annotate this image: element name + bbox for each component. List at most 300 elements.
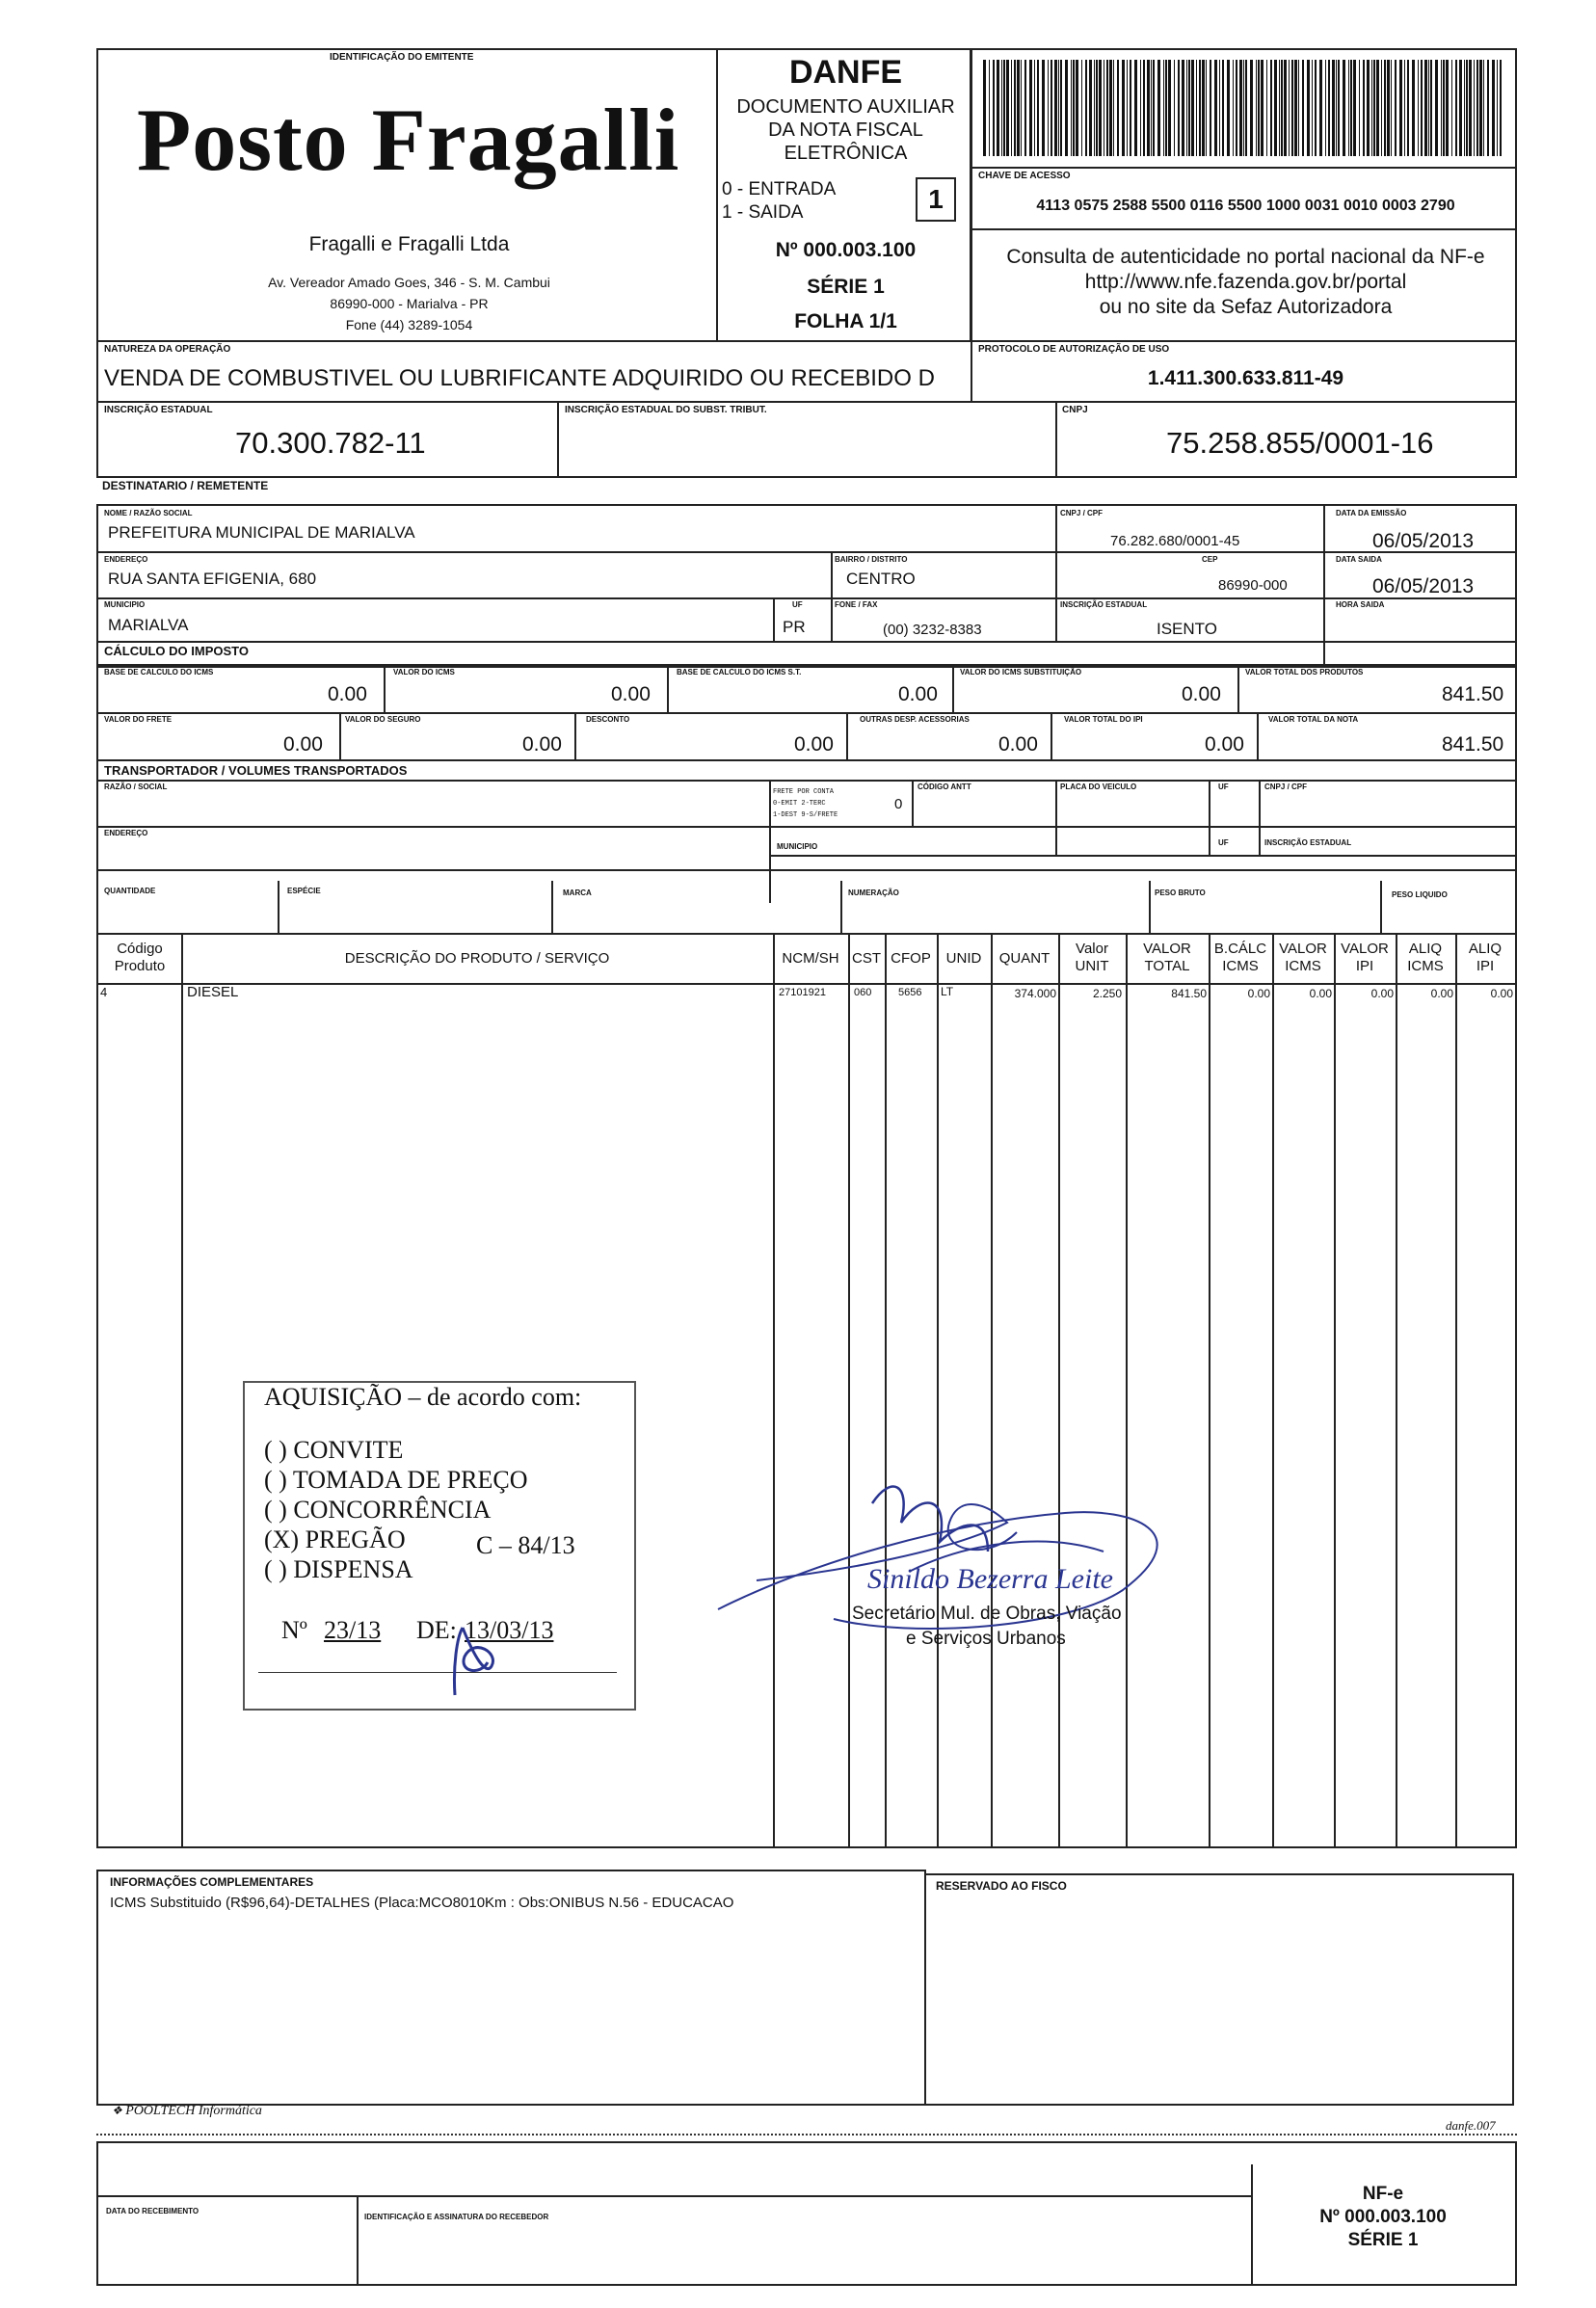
barcode-bar bbox=[1021, 60, 1022, 156]
transp-numeracao-label: NUMERAÇÃO bbox=[848, 889, 899, 897]
danfe-title: DANFE bbox=[788, 54, 903, 91]
barcode-bar bbox=[1384, 60, 1386, 156]
col-aicms-header-2: ICMS bbox=[1407, 958, 1444, 974]
ie-label: INSCRIÇÃO ESTADUAL bbox=[104, 405, 213, 415]
barcode-bar bbox=[1071, 60, 1072, 156]
barcode-bar bbox=[1233, 60, 1234, 156]
software-credit bbox=[112, 2104, 262, 2119]
col-codigo-header bbox=[98, 941, 181, 975]
item-vipi: 0.00 bbox=[1370, 987, 1394, 1000]
barcode-bar bbox=[983, 60, 986, 156]
barcode-bar bbox=[1399, 60, 1402, 156]
barcode-bar bbox=[1034, 60, 1035, 156]
frete: 0.00 bbox=[283, 733, 323, 756]
danfe-entrada: 0 - ENTRADA bbox=[722, 179, 837, 199]
barcode-bar bbox=[1367, 60, 1370, 156]
barcode-bar bbox=[1298, 60, 1299, 156]
barcode-bar bbox=[1418, 60, 1419, 156]
col-unid-header: UNID bbox=[945, 950, 982, 967]
barcode-bar bbox=[1174, 60, 1175, 156]
barcode-bar bbox=[1353, 60, 1356, 156]
protocolo-value: 1.411.300.633.811-49 bbox=[1147, 367, 1344, 389]
frete-label: VALOR DO FRETE bbox=[104, 715, 173, 724]
barcode-bar bbox=[1191, 60, 1194, 156]
barcode-bar bbox=[1343, 60, 1345, 156]
barcode-bar bbox=[1312, 60, 1313, 156]
barcode-bar bbox=[1479, 60, 1482, 156]
complementares-label: INFORMAÇÕES COMPLEMENTARES bbox=[110, 1875, 314, 1889]
barcode-bar bbox=[1348, 60, 1349, 156]
col-vicms-header-1: VALOR bbox=[1279, 941, 1327, 957]
stamp-numero-label: Nº bbox=[281, 1616, 307, 1644]
col-descricao-header: DESCRIÇÃO DO PRODUTO / SERVIÇO bbox=[344, 950, 610, 967]
dest-municipio: MARIALVA bbox=[108, 616, 189, 634]
barcode-bar bbox=[1245, 60, 1247, 156]
col-vicms-header bbox=[1272, 941, 1334, 975]
item-cfop: 5656 bbox=[898, 987, 922, 998]
transp-uf2-label: UF bbox=[1218, 838, 1229, 847]
barcode-bar bbox=[1421, 60, 1423, 156]
base-st-label: BASE DE CALCULO DO ICMS S.T. bbox=[677, 668, 802, 676]
barcode-bar bbox=[1089, 60, 1092, 156]
complementares-value: ICMS Substituido (R$96,64)-DETALHES (Placa:MCO8010Km : Obs:ONIBUS N.56 - EDUCACAO bbox=[110, 1895, 734, 1911]
dest-cnpj-label: CNPJ / CPF bbox=[1060, 509, 1104, 517]
col-bcalc-header-1: B.CÁLC bbox=[1213, 941, 1267, 957]
barcode-bar bbox=[1459, 60, 1462, 156]
chave-consulta-1: Consulta de autenticidade no portal nacional da NF-e bbox=[1006, 246, 1485, 268]
transp-placa-label: PLACA DO VEICULO bbox=[1060, 783, 1137, 791]
barcode-bar bbox=[1042, 60, 1045, 156]
barcode-bar bbox=[1227, 60, 1230, 156]
item-ncm: 27101921 bbox=[779, 987, 826, 998]
transp-quantidade-label: QUANTIDADE bbox=[104, 887, 156, 895]
danfe-saida: 1 - SAIDA bbox=[722, 202, 804, 223]
barcode-bar bbox=[1109, 60, 1112, 156]
barcode-bar bbox=[1085, 60, 1087, 156]
barcode-bar bbox=[1151, 60, 1152, 156]
valor-st-label: VALOR DO ICMS SUBSTITUIÇÃO bbox=[960, 668, 1082, 676]
stamp-numero: 23/13 bbox=[324, 1616, 382, 1644]
total-nota-label: VALOR TOTAL DA NOTA bbox=[1268, 715, 1359, 724]
barcode-bar bbox=[989, 60, 990, 156]
barcode-bar bbox=[1435, 60, 1438, 156]
barcode-bar bbox=[1500, 60, 1502, 156]
emitente-razao-social: Fragalli e Fragalli Ltda bbox=[308, 233, 510, 255]
barcode-bar bbox=[1455, 60, 1457, 156]
barcode-bar bbox=[1037, 60, 1039, 156]
barcode-bar bbox=[1029, 60, 1032, 156]
dest-endereco: RUA SANTA EFIGENIA, 680 bbox=[108, 570, 317, 588]
barcode-bar bbox=[1001, 60, 1002, 156]
col-vipi-header-1: VALOR bbox=[1341, 941, 1389, 957]
danfe-serie: SÉRIE 1 bbox=[807, 276, 885, 298]
danfe-subtitle-1: DOCUMENTO AUXILIAR bbox=[736, 96, 955, 118]
transp-cnpj-label: CNPJ / CPF bbox=[1264, 783, 1308, 791]
signature-name: Sinildo Bezerra Leite bbox=[867, 1563, 1113, 1595]
barcode-bar bbox=[1376, 60, 1379, 156]
barcode-bar bbox=[1178, 60, 1180, 156]
dest-ie: ISENTO bbox=[1157, 620, 1217, 638]
natureza-value: VENDA DE COMBUSTIVEL OU LUBRIFICANTE ADQUIRIDO OU RECEBIDO D bbox=[104, 365, 935, 391]
dest-municipio-label: MUNICIPIO bbox=[104, 600, 146, 609]
danfe-subtitle-3: ELETRÔNICA bbox=[784, 143, 908, 164]
barcode-bar bbox=[1076, 60, 1078, 156]
canhoto-serie: SÉRIE 1 bbox=[1347, 2230, 1419, 2250]
barcode-bar bbox=[1168, 60, 1171, 156]
barcode-bar bbox=[1196, 60, 1197, 156]
stamp-opt-convite: ( ) CONVITE bbox=[264, 1436, 404, 1464]
barcode-bar bbox=[1182, 60, 1184, 156]
transp-antt-label: CÓDIGO ANTT bbox=[918, 783, 971, 791]
barcode-bar bbox=[1302, 60, 1304, 156]
stamp-data: 13/03/13 bbox=[465, 1616, 554, 1644]
stamp-title: AQUISIÇÃO – de acordo com: bbox=[264, 1383, 582, 1411]
valor-icms-label: VALOR DO ICMS bbox=[393, 668, 455, 676]
transp-peso-bruto-label: PESO BRUTO bbox=[1155, 889, 1206, 897]
emitente-endereco: Av. Vereador Amado Goes, 346 - S. M. Cambui bbox=[268, 275, 550, 290]
barcode-bar bbox=[1157, 60, 1160, 156]
protocolo-box bbox=[971, 340, 1517, 403]
barcode-bar bbox=[993, 60, 995, 156]
signature-role-2: e Serviços Urbanos bbox=[906, 1629, 1066, 1649]
item-vicms: 0.00 bbox=[1309, 987, 1332, 1000]
barcode-bar bbox=[1412, 60, 1415, 156]
barcode-bar bbox=[1487, 60, 1489, 156]
ipi: 0.00 bbox=[1205, 733, 1244, 756]
transp-peso-liquido-label: PESO LIQUIDO bbox=[1392, 890, 1448, 899]
chave-consulta-2: http://www.nfe.fazenda.gov.br/portal bbox=[1084, 271, 1407, 293]
barcode-bar bbox=[1381, 60, 1382, 156]
base-icms-label: BASE DE CALCULO DO ICMS bbox=[104, 668, 214, 676]
transportador-box bbox=[96, 759, 1517, 935]
barcode-bar bbox=[1430, 60, 1432, 156]
total-produtos: 841.50 bbox=[1442, 683, 1504, 705]
canhoto-nfe: NF-e bbox=[1362, 2184, 1404, 2204]
barcode bbox=[983, 60, 1508, 156]
barcode-bar bbox=[1081, 60, 1082, 156]
col-codigo-header-1: Código bbox=[117, 941, 163, 957]
barcode-bar bbox=[1065, 60, 1068, 156]
barcode-bar bbox=[1261, 60, 1264, 156]
barcode-bar bbox=[1404, 60, 1405, 156]
outras-label: OUTRAS DESP. ACESSORIAS bbox=[860, 715, 970, 724]
software-name: POOLTECH Informática bbox=[125, 2104, 262, 2118]
barcode-box bbox=[971, 48, 1517, 169]
barcode-bar bbox=[1328, 60, 1330, 156]
dest-ie-label: INSCRIÇÃO ESTADUAL bbox=[1060, 600, 1148, 609]
barcode-bar bbox=[1130, 60, 1131, 156]
barcode-bar bbox=[1202, 60, 1205, 156]
transp-frete-conta-value: 0 bbox=[894, 796, 903, 812]
ipi-label: VALOR TOTAL DO IPI bbox=[1064, 715, 1143, 724]
outras: 0.00 bbox=[998, 733, 1038, 756]
barcode-bar bbox=[1017, 60, 1020, 156]
barcode-bar bbox=[1319, 60, 1322, 156]
barcode-bar bbox=[1014, 60, 1016, 156]
col-vunit-header bbox=[1058, 941, 1126, 975]
transp-especie-label: ESPÉCIE bbox=[287, 887, 321, 895]
transp-frete-conta-2: 0-EMIT 2-TERC bbox=[773, 800, 826, 808]
data-recebimento-label: DATA DO RECEBIMENTO bbox=[106, 2207, 200, 2215]
barcode-bar bbox=[1387, 60, 1390, 156]
col-aipi-header-1: ALIQ bbox=[1468, 941, 1503, 957]
stamp-opt-concorrencia: ( ) CONCORRÊNCIA bbox=[264, 1496, 492, 1524]
dest-nome: PREFEITURA MUNICIPAL DE MARIALVA bbox=[108, 523, 415, 542]
emitente-box bbox=[96, 48, 718, 342]
danfe-tipo: 1 bbox=[916, 177, 956, 222]
transp-endereco-label: ENDEREÇO bbox=[104, 829, 148, 837]
barcode-bar bbox=[1373, 60, 1375, 156]
dest-data-saida-label: DATA SAIDA bbox=[1336, 555, 1382, 564]
barcode-bar bbox=[1424, 60, 1427, 156]
stamp-opt-tomada: ( ) TOMADA DE PREÇO bbox=[264, 1466, 528, 1494]
col-vtotal-header bbox=[1126, 941, 1209, 975]
barcode-bar bbox=[1147, 60, 1150, 156]
cut-line bbox=[96, 2134, 1517, 2136]
barcode-bar bbox=[1140, 60, 1141, 156]
stamp-opt-dispensa: ( ) DISPENSA bbox=[264, 1555, 413, 1583]
barcode-bar bbox=[1307, 60, 1310, 156]
emitente-fone: Fone (44) 3289-1054 bbox=[345, 317, 473, 332]
transp-uf-label: UF bbox=[1218, 783, 1229, 791]
barcode-bar bbox=[1284, 60, 1287, 156]
barcode-bar bbox=[1363, 60, 1365, 156]
barcode-bar bbox=[1206, 60, 1207, 156]
identificacao-recebedor-label: IDENTIFICAÇÃO E ASSINATURA DO RECEBEDOR bbox=[364, 2213, 549, 2221]
dest-endereco-label: ENDEREÇO bbox=[104, 555, 148, 564]
barcode-bar bbox=[1113, 60, 1114, 156]
seguro: 0.00 bbox=[522, 733, 562, 756]
transp-marca-label: MARCA bbox=[563, 889, 592, 897]
barcode-bar bbox=[1051, 60, 1052, 156]
canhoto-numero: Nº 000.003.100 bbox=[1319, 2207, 1447, 2227]
col-vtotal-header-2: TOTAL bbox=[1144, 958, 1190, 974]
dest-uf-label: UF bbox=[792, 600, 803, 609]
protocolo-label: PROTOCOLO DE AUTORIZAÇÃO DE USO bbox=[978, 344, 1170, 355]
stamp-initials bbox=[436, 1618, 513, 1705]
col-cfop-header: CFOP bbox=[891, 950, 931, 967]
col-aicms-header bbox=[1396, 941, 1455, 975]
item-codigo: 4 bbox=[100, 985, 108, 999]
fisco-label: RESERVADO AO FISCO bbox=[936, 1879, 1067, 1893]
col-aipi-header-2: IPI bbox=[1476, 958, 1495, 974]
barcode-bar bbox=[1270, 60, 1272, 156]
barcode-bar bbox=[1011, 60, 1012, 156]
barcode-bar bbox=[1214, 60, 1217, 156]
item-bcalc: 0.00 bbox=[1247, 987, 1270, 1000]
barcode-bar bbox=[1256, 60, 1257, 156]
transportador-section-label: TRANSPORTADOR / VOLUMES TRANSPORTADOS bbox=[104, 763, 408, 778]
ie-st-label: INSCRIÇÃO ESTADUAL DO SUBST. TRIBUT. bbox=[565, 405, 767, 415]
stamp-opt-pregao-ref: C – 84/13 bbox=[476, 1531, 575, 1559]
barcode-bar bbox=[1441, 60, 1442, 156]
stamp-opt-pregao: (X) PREGÃO bbox=[264, 1525, 406, 1553]
dest-cep: 86990-000 bbox=[1218, 577, 1288, 594]
danfe-numero: Nº 000.003.100 bbox=[775, 239, 917, 261]
software-icon: ❖ bbox=[112, 2104, 122, 2117]
barcode-bar bbox=[1266, 60, 1267, 156]
barcode-bar bbox=[1186, 60, 1187, 156]
chave-box bbox=[971, 167, 1517, 342]
barcode-bar bbox=[1492, 60, 1495, 156]
barcode-bar bbox=[1476, 60, 1478, 156]
item-quant: 374.000 bbox=[1014, 987, 1056, 1000]
inscricoes-box bbox=[96, 401, 1517, 478]
base-icms: 0.00 bbox=[328, 683, 367, 705]
barcode-bar bbox=[1407, 60, 1409, 156]
transp-razao-label: RAZÃO / SOCIAL bbox=[104, 783, 168, 791]
emitente-section-label: IDENTIFICAÇÃO DO EMITENTE bbox=[330, 52, 474, 63]
dest-nome-label: NOME / RAZÃO SOCIAL bbox=[104, 509, 193, 517]
barcode-bar bbox=[1451, 60, 1452, 156]
signature-role-1: Secretário Mul. de Obras, Viação bbox=[852, 1604, 1122, 1624]
stamp-de-label: DE: bbox=[416, 1616, 457, 1644]
form-code: danfe.007 bbox=[1446, 2118, 1496, 2133]
imposto-box bbox=[96, 664, 1517, 761]
dest-cnpj: 76.282.680/0001-45 bbox=[1110, 533, 1240, 549]
item-vtotal: 841.50 bbox=[1171, 987, 1207, 1000]
natureza-box bbox=[96, 340, 972, 403]
barcode-bar bbox=[1219, 60, 1220, 156]
destinatario-section-label: DESTINATARIO / REMETENTE bbox=[102, 479, 269, 492]
canhoto-box bbox=[96, 2141, 1517, 2286]
col-vunit-header-1: Valor bbox=[1076, 941, 1108, 957]
chave-consulta-3: ou no site da Sefaz Autorizadora bbox=[1099, 296, 1393, 318]
transp-frete-conta-3: 1-DEST 9-S/FRETE bbox=[773, 811, 838, 819]
barcode-bar bbox=[1153, 60, 1155, 156]
barcode-bar bbox=[1443, 60, 1445, 156]
danfe-folha: FOLHA 1/1 bbox=[794, 310, 897, 332]
total-produtos-label: VALOR TOTAL DOS PRODUTOS bbox=[1245, 668, 1364, 676]
barcode-bar bbox=[1446, 60, 1449, 156]
barcode-bar bbox=[1060, 60, 1062, 156]
barcode-bar bbox=[1199, 60, 1201, 156]
complementares-box bbox=[96, 1870, 926, 2106]
barcode-bar bbox=[1006, 60, 1009, 156]
barcode-bar bbox=[1143, 60, 1145, 156]
col-aipi-header bbox=[1455, 941, 1515, 975]
transp-frete-conta-1: FRETE POR CONTA bbox=[773, 788, 835, 796]
barcode-bar bbox=[1024, 60, 1026, 156]
barcode-bar bbox=[1048, 60, 1049, 156]
barcode-bar bbox=[1239, 60, 1242, 156]
dest-data-saida: 06/05/2013 bbox=[1372, 575, 1475, 597]
barcode-bar bbox=[1073, 60, 1075, 156]
barcode-bar bbox=[1428, 60, 1429, 156]
item-unid: LT bbox=[941, 985, 954, 998]
barcode-bar bbox=[1391, 60, 1392, 156]
dest-fone: (00) 3232-8383 bbox=[883, 622, 982, 638]
barcode-bar bbox=[1395, 60, 1396, 156]
total-nota: 841.50 bbox=[1442, 733, 1504, 756]
danfe-box bbox=[716, 48, 971, 342]
ie-value: 70.300.782-11 bbox=[235, 426, 426, 460]
desconto-label: DESCONTO bbox=[586, 715, 630, 724]
col-vicms-header-2: ICMS bbox=[1285, 958, 1321, 974]
barcode-bar bbox=[1054, 60, 1057, 156]
dest-bairro-label: BAIRRO / DISTRITO bbox=[835, 555, 908, 564]
desconto: 0.00 bbox=[794, 733, 834, 756]
barcode-bar bbox=[1099, 60, 1102, 156]
dest-fone-label: FONE / FAX bbox=[835, 600, 878, 609]
barcode-bar bbox=[997, 60, 999, 156]
barcode-bar bbox=[1106, 60, 1108, 156]
dest-bairro: CENTRO bbox=[846, 570, 916, 588]
chave-label: CHAVE DE ACESSO bbox=[978, 171, 1071, 181]
barcode-bar bbox=[1250, 60, 1253, 156]
col-vunit-header-2: UNIT bbox=[1075, 958, 1109, 974]
emitente-cep-cidade: 86990-000 - Marialva - PR bbox=[330, 296, 489, 311]
col-vipi-header bbox=[1334, 941, 1396, 975]
seguro-label: VALOR DO SEGURO bbox=[345, 715, 421, 724]
barcode-bar bbox=[1096, 60, 1098, 156]
barcode-bar bbox=[1127, 60, 1128, 156]
col-cst-header: CST bbox=[852, 950, 881, 967]
barcode-bar bbox=[1497, 60, 1498, 156]
valor-st: 0.00 bbox=[1182, 683, 1221, 705]
barcode-bar bbox=[1289, 60, 1290, 156]
col-bcalc-header-2: ICMS bbox=[1222, 958, 1259, 974]
barcode-bar bbox=[1274, 60, 1277, 156]
valor-icms: 0.00 bbox=[611, 683, 651, 705]
barcode-bar bbox=[1165, 60, 1167, 156]
barcode-bar bbox=[1094, 60, 1095, 156]
item-cst: 060 bbox=[854, 987, 872, 998]
barcode-bar bbox=[1134, 60, 1137, 156]
barcode-bar bbox=[1359, 60, 1360, 156]
barcode-bar bbox=[1279, 60, 1280, 156]
barcode-bar bbox=[1350, 60, 1352, 156]
danfe-subtitle-2: DA NOTA FISCAL bbox=[768, 119, 923, 141]
barcode-bar bbox=[1371, 60, 1372, 156]
barcode-bar bbox=[1163, 60, 1164, 156]
item-descricao: DIESEL bbox=[187, 984, 239, 1000]
natureza-label: NATUREZA DA OPERAÇÃO bbox=[104, 344, 231, 355]
item-aicms: 0.00 bbox=[1430, 987, 1453, 1000]
barcode-bar bbox=[1281, 60, 1283, 156]
emitente-logo: Posto Fragalli bbox=[137, 91, 680, 189]
col-vtotal-header-1: VALOR bbox=[1143, 941, 1191, 957]
col-vipi-header-2: IPI bbox=[1355, 958, 1374, 974]
fisco-box bbox=[924, 1873, 1514, 2106]
barcode-bar bbox=[1117, 60, 1119, 156]
transp-ie-label: INSCRIÇÃO ESTADUAL bbox=[1264, 838, 1352, 847]
cnpj-label: CNPJ bbox=[1062, 405, 1088, 415]
barcode-bar bbox=[1058, 60, 1059, 156]
barcode-bar bbox=[1003, 60, 1005, 156]
barcode-bar bbox=[1315, 60, 1317, 156]
barcode-bar bbox=[1332, 60, 1335, 156]
dest-uf: PR bbox=[783, 618, 806, 636]
barcode-bar bbox=[1122, 60, 1125, 156]
item-aipi: 0.00 bbox=[1490, 987, 1513, 1000]
barcode-bar bbox=[1474, 60, 1475, 156]
imposto-section-label: CÁLCULO DO IMPOSTO bbox=[104, 644, 249, 658]
cnpj-value: 75.258.855/0001-16 bbox=[1166, 426, 1434, 460]
dest-data-emissao: 06/05/2013 bbox=[1372, 530, 1475, 552]
item-vunit: 2.250 bbox=[1092, 987, 1122, 1000]
barcode-bar bbox=[1464, 60, 1465, 156]
barcode-bar bbox=[1243, 60, 1244, 156]
dest-hora-saida-label: HORA SAIDA bbox=[1336, 600, 1385, 609]
barcode-bar bbox=[1291, 60, 1293, 156]
barcode-bar bbox=[1338, 60, 1340, 156]
barcode-bar bbox=[1469, 60, 1472, 156]
barcode-bar bbox=[1336, 60, 1337, 156]
col-bcalc-header bbox=[1209, 941, 1272, 975]
chave-value: 4113 0575 2588 5500 0116 5500 1000 0031 0010 0003 2790 bbox=[1036, 198, 1455, 214]
aquisicao-stamp bbox=[243, 1381, 636, 1711]
